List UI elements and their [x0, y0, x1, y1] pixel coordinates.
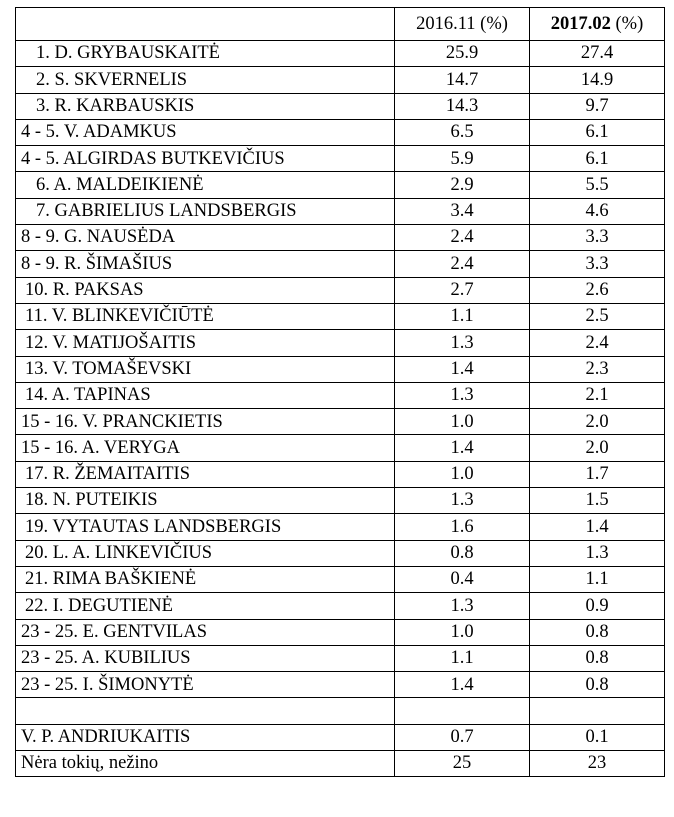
value-2017-02: 2.6 — [530, 277, 665, 303]
value-2017-02: 9.7 — [530, 93, 665, 119]
table-row — [16, 751, 665, 777]
value-2016-11: 25 — [395, 751, 530, 777]
politician-name: 1. D. GRYBAUSKAITĖ — [16, 41, 395, 67]
value-2017-02: 0.9 — [530, 593, 665, 619]
table-row — [16, 409, 665, 435]
table-row — [16, 119, 665, 145]
politician-name: 13. V. TOMAŠEVSKI — [16, 356, 395, 382]
value-2017-02: 23 — [530, 751, 665, 777]
table-row — [16, 435, 665, 461]
politician-name: 8 - 9. R. ŠIMAŠIUS — [16, 251, 395, 277]
table-row — [16, 277, 665, 303]
table-row — [16, 593, 665, 619]
table-row — [16, 67, 665, 93]
politician-name: 22. I. DEGUTIENĖ — [16, 593, 395, 619]
politician-name: 23 - 25. E. GENTVILAS — [16, 619, 395, 645]
table-row — [16, 356, 665, 382]
value-2017-02: 0.8 — [530, 645, 665, 671]
value-2017-02: 6.1 — [530, 146, 665, 172]
table-row — [16, 566, 665, 592]
politician-name: 2. S. SKVERNELIS — [16, 67, 395, 93]
value-2017-02: 2.0 — [530, 409, 665, 435]
value-2016-11: 0.4 — [395, 566, 530, 592]
value-2016-11: 1.4 — [395, 672, 530, 698]
header-row — [16, 8, 665, 41]
table-row — [16, 225, 665, 251]
politician-name: 21. RIMA BAŠKIENĖ — [16, 566, 395, 592]
header-2017-02-unit: (%) — [610, 13, 644, 34]
table-row — [16, 724, 665, 750]
header-blank-cell — [16, 8, 395, 41]
table-row — [16, 645, 665, 671]
value-2016-11: 0.7 — [395, 724, 530, 750]
table-row — [16, 330, 665, 356]
politician-name: V. P. ANDRIUKAITIS — [16, 724, 395, 750]
value-2016-11: 3.4 — [395, 198, 530, 224]
value-2016-11: 1.1 — [395, 303, 530, 329]
politician-name: 20. L. A. LINKEVIČIUS — [16, 540, 395, 566]
politician-name: 8 - 9. G. NAUSĖDA — [16, 225, 395, 251]
value-2016-11: 6.5 — [395, 119, 530, 145]
politician-name: 7. GABRIELIUS LANDSBERGIS — [16, 198, 395, 224]
blank-row — [16, 698, 665, 724]
value-2017-02: 27.4 — [530, 41, 665, 67]
value-2016-11: 1.1 — [395, 645, 530, 671]
value-2017-02: 1.7 — [530, 461, 665, 487]
value-2016-11: 1.0 — [395, 461, 530, 487]
value-2016-11: 5.9 — [395, 146, 530, 172]
value-2017-02: 14.9 — [530, 67, 665, 93]
value-2016-11: 2.4 — [395, 251, 530, 277]
value-2017-02: 2.1 — [530, 382, 665, 408]
politician-name: 14. A. TAPINAS — [16, 382, 395, 408]
politician-name: 3. R. KARBAUSKIS — [16, 93, 395, 119]
politician-name: 18. N. PUTEIKIS — [16, 488, 395, 514]
value-2017-02: 0.1 — [530, 724, 665, 750]
value-2016-11: 1.4 — [395, 435, 530, 461]
politician-name: 17. R. ŽEMAITAITIS — [16, 461, 395, 487]
politician-name: 15 - 16. V. PRANCKIETIS — [16, 409, 395, 435]
value-2016-11: 1.3 — [395, 488, 530, 514]
value-2017-02: 2.4 — [530, 330, 665, 356]
table-row — [16, 41, 665, 67]
value-2017-02: 3.3 — [530, 225, 665, 251]
politician-name: 23 - 25. A. KUBILIUS — [16, 645, 395, 671]
header-2016-11: 2016.11 (%) — [395, 8, 530, 41]
value-2017-02: 6.1 — [530, 119, 665, 145]
header-2017-02 — [530, 8, 665, 41]
politician-name: 23 - 25. I. ŠIMONYTĖ — [16, 672, 395, 698]
value-2017-02: 1.1 — [530, 566, 665, 592]
value-2016-11: 25.9 — [395, 41, 530, 67]
table-row — [16, 540, 665, 566]
value-2017-02: 4.6 — [530, 198, 665, 224]
table-row — [16, 382, 665, 408]
table-row — [16, 461, 665, 487]
value-2016-11: 1.0 — [395, 409, 530, 435]
table-row — [16, 251, 665, 277]
table-row — [16, 303, 665, 329]
value-2016-11 — [395, 698, 530, 724]
value-2016-11: 1.3 — [395, 593, 530, 619]
value-2016-11: 1.0 — [395, 619, 530, 645]
table-row — [16, 172, 665, 198]
table-row — [16, 672, 665, 698]
value-2016-11: 1.6 — [395, 514, 530, 540]
value-2017-02: 2.3 — [530, 356, 665, 382]
header-2017-02-date: 2017.02 — [550, 13, 611, 34]
table-row — [16, 488, 665, 514]
politician-name: 12. V. MATIJOŠAITIS — [16, 330, 395, 356]
value-2017-02: 3.3 — [530, 251, 665, 277]
value-2016-11: 1.3 — [395, 330, 530, 356]
value-2017-02: 2.0 — [530, 435, 665, 461]
table-row — [16, 619, 665, 645]
politician-name: 10. R. PAKSAS — [16, 277, 395, 303]
value-2017-02: 1.5 — [530, 488, 665, 514]
value-2017-02: 5.5 — [530, 172, 665, 198]
value-2016-11: 2.7 — [395, 277, 530, 303]
value-2016-11: 14.7 — [395, 67, 530, 93]
value-2016-11: 14.3 — [395, 93, 530, 119]
value-2017-02 — [530, 698, 665, 724]
politician-name: 19. VYTAUTAS LANDSBERGIS — [16, 514, 395, 540]
table-row — [16, 146, 665, 172]
value-2017-02: 1.3 — [530, 540, 665, 566]
value-2017-02: 0.8 — [530, 619, 665, 645]
politician-name: 11. V. BLINKEVIČIŪTĖ — [16, 303, 395, 329]
politician-name: 4 - 5. ALGIRDAS BUTKEVIČIUS — [16, 146, 395, 172]
value-2016-11: 1.3 — [395, 382, 530, 408]
value-2016-11: 2.4 — [395, 225, 530, 251]
value-2016-11: 0.8 — [395, 540, 530, 566]
politician-name: 15 - 16. A. VERYGA — [16, 435, 395, 461]
ratings-table — [15, 7, 665, 777]
table-row — [16, 93, 665, 119]
value-2016-11: 1.4 — [395, 356, 530, 382]
table-row — [16, 514, 665, 540]
value-2017-02: 0.8 — [530, 672, 665, 698]
politician-name: 6. A. MALDEIKIENĖ — [16, 172, 395, 198]
value-2017-02: 1.4 — [530, 514, 665, 540]
value-2017-02: 2.5 — [530, 303, 665, 329]
table-row — [16, 198, 665, 224]
politician-name — [16, 698, 395, 724]
undecided-label: Nėra tokių, nežino — [16, 751, 395, 777]
value-2016-11: 2.9 — [395, 172, 530, 198]
politician-name: 4 - 5. V. ADAMKUS — [16, 119, 395, 145]
